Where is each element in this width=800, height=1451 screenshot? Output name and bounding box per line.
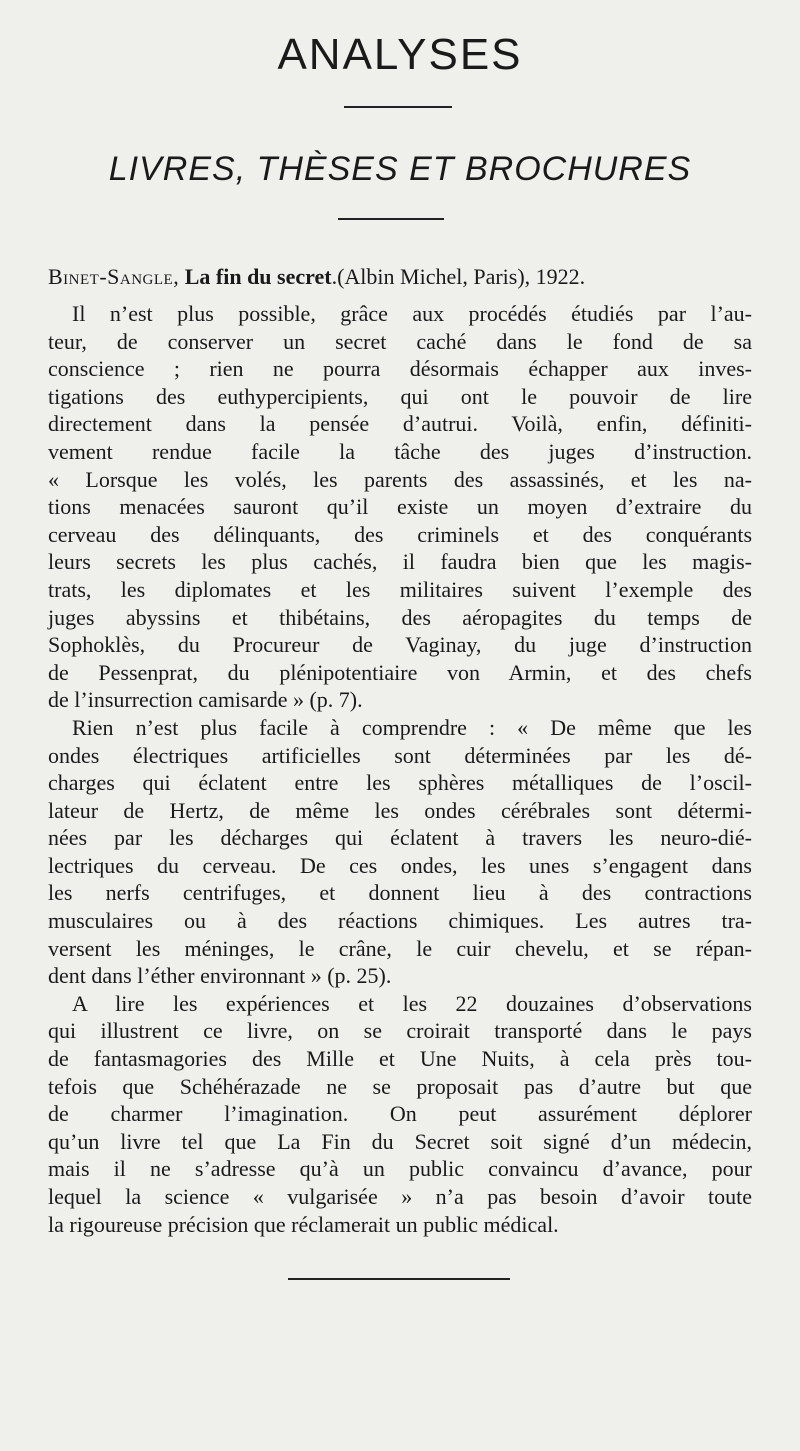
text-line: lequel la science « vulgarisée » n’a pas besoin d’avoir toute — [48, 1184, 752, 1209]
text-line: teur, de conserver un secret caché dans le fond de sa — [48, 328, 752, 354]
text-line: tions menacées sauront qu’il existe un moyen d’extraire du — [48, 494, 752, 520]
text-line: conscience ; rien ne pourra désormais échapper aux inves- — [48, 356, 752, 382]
text-line: nées par les décharges qui éclatent à travers les neuro-dié- — [48, 825, 752, 851]
page-title: ANALYSES — [277, 30, 523, 79]
text-line: tigations des euthypercipients, qui ont le pouvoir de lire — [48, 383, 752, 409]
text-line: musculaires ou à des réactions chimiques. Les autres tra- — [48, 908, 752, 934]
end-divider — [288, 1278, 510, 1280]
text-line: dent dans l’éther environnant » (p. 25). — [48, 963, 392, 989]
text-line: leurs secrets les plus cachés, il faudra bien que les magis- — [48, 549, 752, 575]
text-line: qu’un livre tel que La Fin du Secret soit signé d’un médecin, — [48, 1128, 752, 1154]
text-line: lateur de Hertz, de même les ondes cérébrales sont détermi- — [48, 797, 752, 823]
review-heading — [48, 262, 752, 292]
text-line: la rigoureuse précision que réclamerait un public médical. — [48, 1211, 559, 1237]
text-line: de fantasmagories des Mille et Une Nuits, à cela près tou- — [48, 1046, 752, 1072]
paragraph-1 — [48, 300, 752, 714]
text-line: qui illustrent ce livre, on se croirait transporté dans le pays — [48, 1018, 752, 1044]
text-line: A lire les expériences et les 22 douzaines d’observations — [72, 990, 752, 1016]
text-line: trats, les diplomates et les militaires suivent l’exemple des — [48, 576, 752, 602]
text-line: de l’insurrection camisarde » (p. 7). — [48, 687, 363, 713]
text-line: de Pessenprat, du plénipotentiaire von Armin, et des chefs — [48, 659, 752, 685]
review-publisher: .(Albin Michel, Paris), 1922. — [331, 264, 586, 289]
text-line: mais il ne s’adresse qu’à un public convaincu d’avance, pour — [48, 1156, 752, 1182]
text-line: directement dans la pensée d’autrui. Voilà, enfin, définiti- — [48, 411, 752, 437]
text-line: Rien n’est plus facile à comprendre : « De même que les — [72, 714, 752, 740]
review-author: Binet-Sangle, — [48, 264, 180, 289]
text-line: vement rendue facile la tâche des juges d’instruction. — [48, 438, 752, 464]
review-body — [48, 300, 752, 1238]
text-line: les nerfs centrifuges, et donnent lieu à des contractions — [48, 880, 752, 906]
section-title: LIVRES, THÈSES ET BROCHURES — [108, 150, 692, 188]
text-line: juges abyssins et thibétains, des aéropagites du temps de — [48, 604, 752, 630]
title-divider — [344, 106, 452, 108]
text-line: charges qui éclatent entre les sphères métalliques de l’oscil- — [48, 770, 752, 796]
text-line: ondes électriques artificielles sont déterminées par les dé- — [48, 742, 752, 768]
text-line: tefois que Schéhérazade ne se proposait pas d’autre but que — [48, 1073, 752, 1099]
text-line: lectriques du cerveau. De ces ondes, les unes s’engagent dans — [48, 852, 752, 878]
review-book-title: La fin du secret — [184, 264, 332, 289]
text-line: Sophoklès, du Procureur de Vaginay, du juge d’instruction — [48, 632, 752, 658]
text-line: cerveau des délinquants, des criminels et des conquérants — [48, 521, 752, 547]
paragraph-2 — [48, 714, 752, 990]
section-divider — [338, 218, 444, 220]
text-line: Il n’est plus possible, grâce aux procédés étudiés par l’au- — [72, 301, 752, 326]
text-line: versent les méninges, le crâne, le cuir chevelu, et se répan- — [48, 935, 752, 961]
text-line: de charmer l’imagination. On peut assurément déplorer — [48, 1101, 752, 1127]
paragraph-3 — [48, 990, 752, 1238]
text-line: « Lorsque les volés, les parents des assassinés, et les na- — [48, 466, 752, 492]
